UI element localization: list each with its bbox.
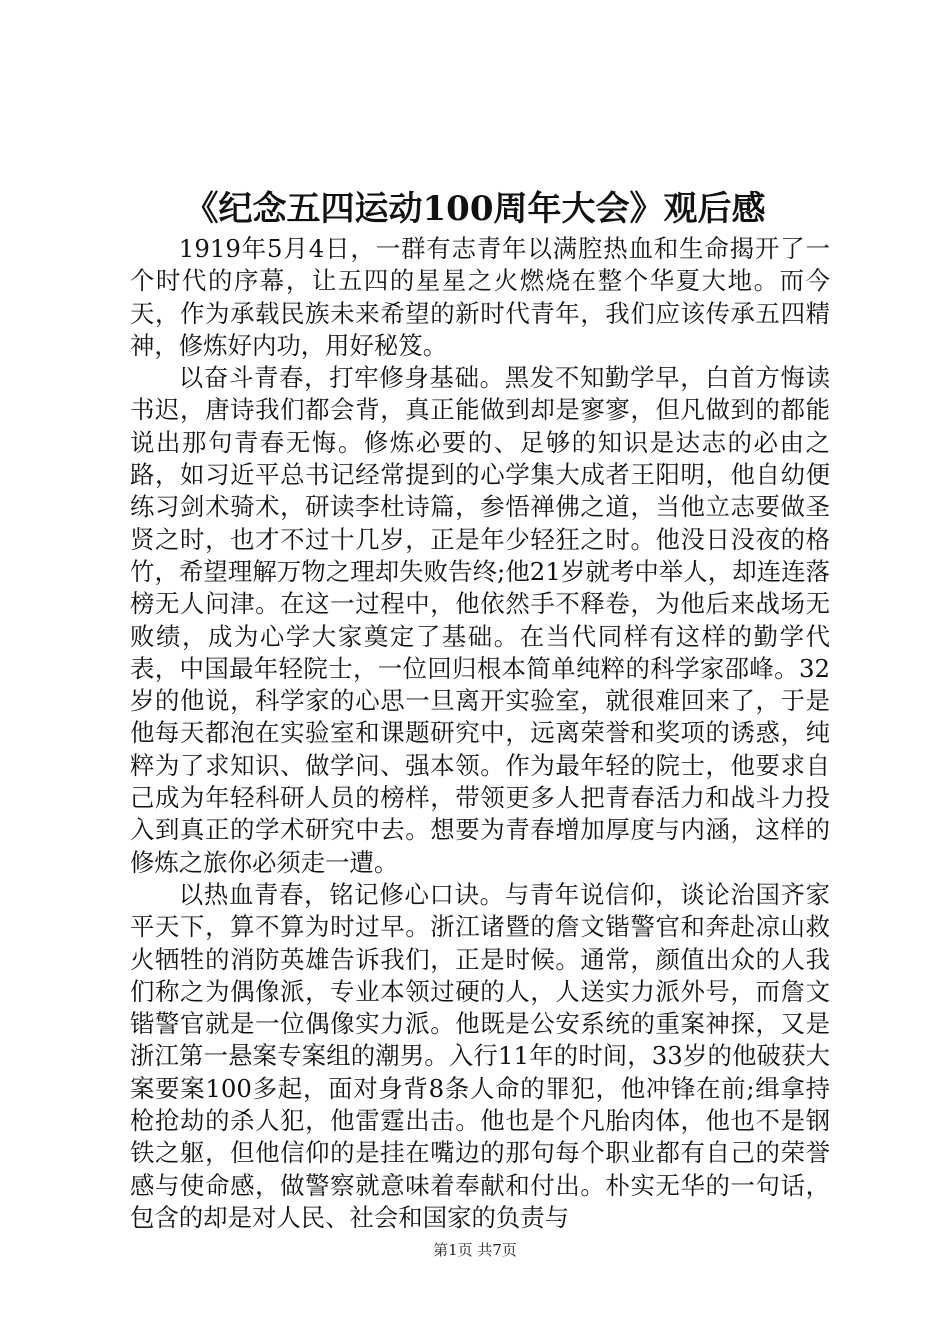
paragraph-intro: 1919年5月4日，一群有志青年以满腔热血和生命揭开了一个时代的序幕，让五四的星星之火燃烧在整个华夏大地。而今天，作为承载民族未来希望的新时代青年，我们应该传承五四精神，修炼好内功，用好秘笈。 — [130, 234, 830, 360]
paragraph-study: 以奋斗青春，打牢修身基础。黑发不知勤学早，白首方悔读书迟，唐诗我们都会背，真正能做到却是寥寥，但凡做到的都能说出那句青春无悔。修炼必要的、足够的知识是达志的必由之路，如习近平总书记经常提到的心学集大成者王阳明，他自幼便练习剑术骑术，研读李杜诗篇，参悟禅佛之道，当他立志要做圣贤之时，也才不过十几岁，正是年少轻狂之时。他没日没夜的格竹，希望理解万物之理却失败告终;他21岁就考中举人，却连连落榜无人问津。在这一过程中，他依然手不释卷，为他后来战场无败绩，成为心学大家奠定了基础。在当代同样有这样的勤学代表，中国最年轻院士，一位回归根本简单纯粹的科学家邵峰。32岁的他说，科学家的心思一旦离开实验室，就很难回来了，于是他每天都泡在实验室和课题研究中，远离荣誉和奖项的诱惑，纯粹为了求知识、做学问、强本领。作为最年轻的院士，他要求自己成为年轻科研人员的榜样，带领更多人把青春活力和战斗力投入到真正的学术研究中去。想要为青春增加厚度与内涵，这样的修炼之旅你必须走一遭。 — [130, 363, 830, 877]
paragraph-faith: 以热血青春，铭记修心口诀。与青年说信仰，谈论治国齐家平天下，算不算为时过早。浙江诸暨的詹文锴警官和奔赴凉山救火牺牲的消防英雄告诉我们，正是时候。通常，颜值出众的人我们称之为偶像派，专业本领过硬的人，人送实力派外号，而詹文锴警官就是一位偶像实力派。他既是公安系统的重案神探，又是浙江第一悬案专案组的潮男。入行11年的时间，33岁的他破获大案要案100多起，面对身背8条人命的罪犯，他冲锋在前;缉拿持枪抢劫的杀人犯，他雷霆出击。他也是个凡胎肉体，他也不是钢铁之躯，但他信仰的是挂在嘴边的那句每个职业都有自己的荣誉感与使命感，做警察就意味着奉献和付出。朴实无华的一句话，包含的却是对人民、社会和国家的负责与 — [130, 879, 830, 1232]
document-title: 《纪念五四运动100周年大会》观后感 — [184, 189, 766, 229]
page-number: 第1页 共7页 — [433, 1241, 517, 1259]
document-body — [130, 233, 830, 1234]
